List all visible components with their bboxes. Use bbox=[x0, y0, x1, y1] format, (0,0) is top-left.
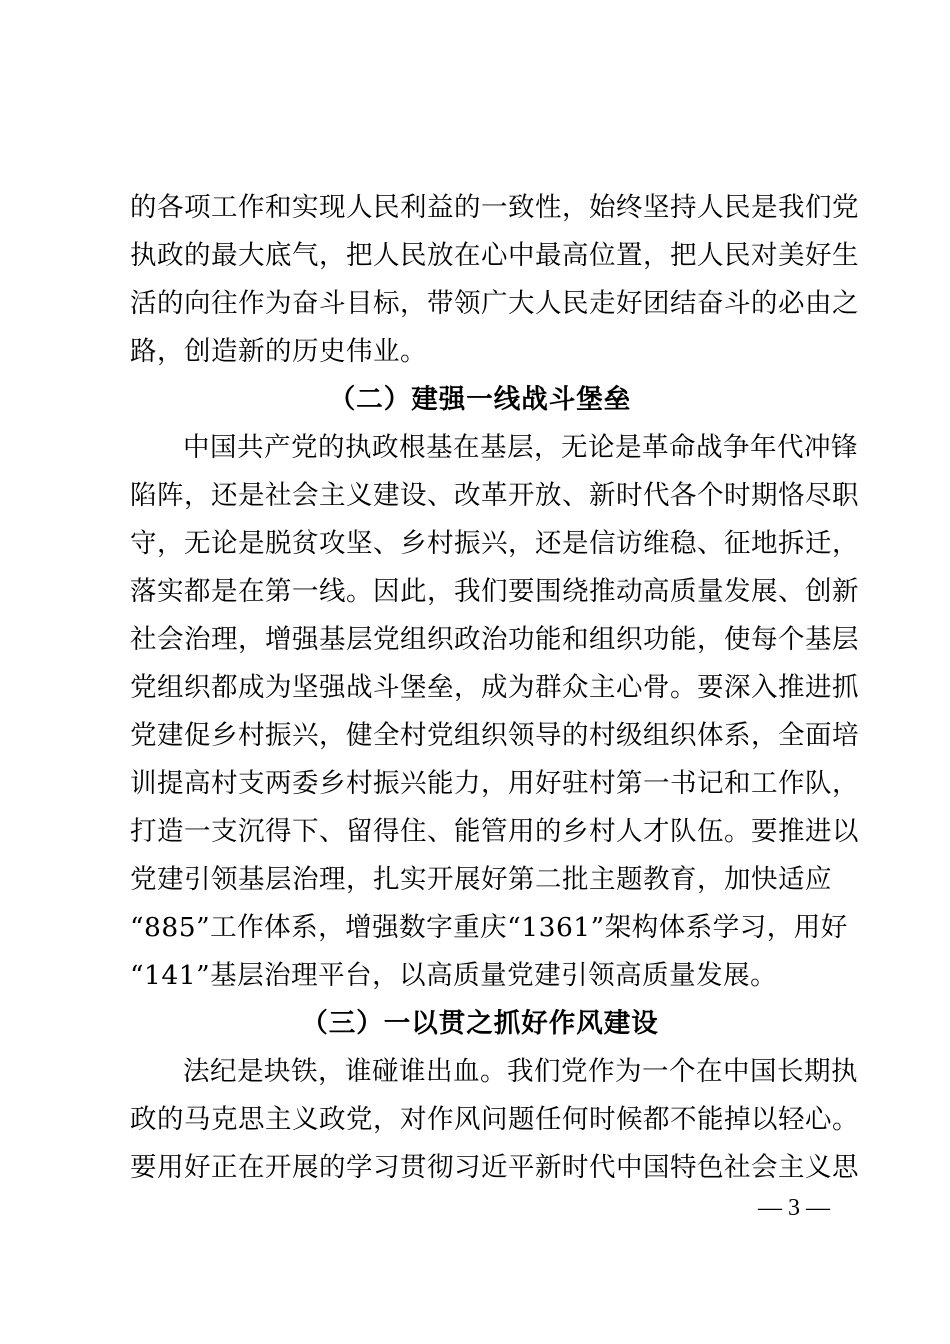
text-line: 党建促乡村振兴，健全村党组织领导的村级组织体系，全面培 bbox=[130, 720, 859, 751]
text-line: 党组织都成为坚强战斗堡垒，成为群众主心骨。要深入推进抓 bbox=[130, 672, 859, 703]
page-number: — 3 — bbox=[758, 1195, 830, 1221]
text-line: 中国共产党的执政根基在基层，无论是革命战争年代冲锋 bbox=[183, 432, 858, 463]
text-line: 落实都是在第一线。因此，我们要围绕推动高质量发展、创新 bbox=[130, 576, 859, 607]
text-line: 陷阵，还是社会主义建设、改革开放、新时代各个时期恪尽职 bbox=[130, 480, 859, 511]
paragraph-3 bbox=[130, 1048, 859, 1192]
text-line: 训提高村支两委乡村振兴能力，用好驻村第一书记和工作队， bbox=[130, 768, 859, 799]
text-line: 的各项工作和实现人民利益的一致性，始终坚持人民是我们党 bbox=[130, 192, 859, 223]
paragraph-2 bbox=[130, 424, 859, 1000]
paragraph-1 bbox=[130, 184, 859, 376]
text-line: 法纪是块铁，谁碰谁出血。我们党作为一个在中国长期执 bbox=[183, 1056, 858, 1087]
section-heading-2: （二）建强一线战斗堡垒 bbox=[328, 384, 632, 415]
text-line: “141”基层治理平台，以高质量党建引领高质量发展。 bbox=[130, 960, 778, 991]
text-line: 社会治理，增强基层党组织政治功能和组织功能，使每个基层 bbox=[130, 624, 859, 655]
text-line: 打造一支沉得下、留得住、能管用的乡村人才队伍。要推进以 bbox=[130, 816, 859, 847]
section-heading-3: （三）一以贯之抓好作风建设 bbox=[301, 1008, 659, 1039]
document-body bbox=[130, 184, 859, 1192]
text-line: “885”工作体系，增强数字重庆“1361”架构体系学习，用好 bbox=[130, 912, 848, 943]
text-line: 要用好正在开展的学习贯彻习近平新时代中国特色社会主义思 bbox=[130, 1152, 859, 1183]
text-line: 党建引领基层治理，扎实开展好第二批主题教育，加快适应 bbox=[130, 864, 832, 895]
text-line: 活的向往作为奋斗目标，带领广大人民走好团结奋斗的必由之 bbox=[130, 288, 859, 319]
text-line: 守，无论是脱贫攻坚、乡村振兴，还是信访维稳、征地拆迁， bbox=[130, 528, 859, 559]
text-line: 执政的最大底气，把人民放在心中最高位置，把人民对美好生 bbox=[130, 240, 859, 271]
text-line: 路，创造新的历史伟业。 bbox=[130, 336, 427, 367]
text-line: 政的马克思主义政党，对作风问题任何时候都不能掉以轻心。 bbox=[130, 1104, 859, 1135]
